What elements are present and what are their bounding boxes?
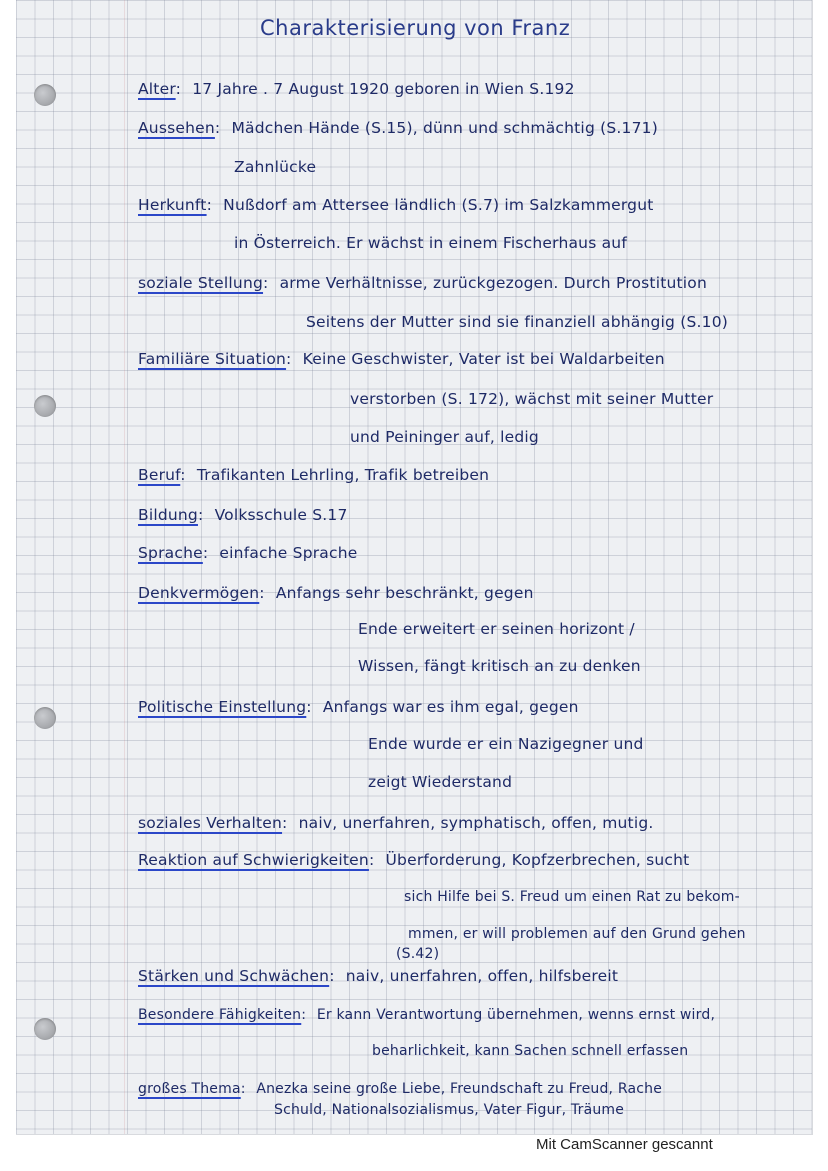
entry-bildung: Bildung: Volksschule S.17 [138, 506, 348, 524]
entry-value: Nußdorf am Attersee ländlich (S.7) im Salzkammergut [223, 196, 654, 214]
entry-grosses-thema: großes Thema: Anezka seine große Liebe, Freundschaft zu Freud, Rache [138, 1081, 663, 1097]
entry-label: Denkvermögen [138, 584, 260, 602]
entry-value: 17 Jahre . 7 August 1920 geboren in Wien S.192 [192, 80, 575, 98]
entry-value: Anfangs war es ihm egal, gegen [322, 698, 579, 716]
entry-value: naiv, unerfahren, offen, hilfsbereit [345, 967, 619, 985]
entry-value: arme Verhältnisse, zurückgezogen. Durch Prostitution [279, 274, 707, 292]
entry-continuation: zeigt Wiederstand [368, 773, 513, 791]
entry-value: einfache Sprache [219, 544, 358, 562]
entry-label: soziale Stellung [138, 274, 264, 292]
punch-hole-icon [34, 1018, 56, 1040]
entry-continuation: Wissen, fängt kritisch an zu denken [358, 657, 641, 675]
entry-continuation: Zahnlücke [234, 158, 317, 176]
entry-staerken-und-schwaechen: Stärken und Schwächen: naiv, unerfahren, offen, hilfsbereit [138, 967, 619, 985]
punch-hole-icon [34, 707, 56, 729]
entry-label: Politische Einstellung [138, 698, 307, 716]
entry-value: naiv, unerfahren, symphatisch, offen, mutig. [298, 814, 654, 832]
entry-value: Überforderung, Kopfzerbrechen, sucht [385, 851, 690, 869]
entry-denkvermoegen: Denkvermögen: Anfangs sehr beschränkt, gegen [138, 584, 534, 602]
entry-soziales-verhalten: soziales Verhalten: naiv, unerfahren, symphatisch, offen, mutig. [138, 814, 654, 832]
notebook-page [16, 0, 813, 1135]
grid-margin-line [124, 0, 125, 1134]
entry-label: Beruf [138, 466, 181, 484]
entry-familiaere-situation: Familiäre Situation: Keine Geschwister, Vater ist bei Waldarbeiten [138, 350, 665, 368]
entry-beruf: Beruf: Trafikanten Lehrling, Trafik betreiben [138, 466, 490, 484]
entry-value: Anezka seine große Liebe, Freundschaft zu Freud, Rache [256, 1081, 663, 1097]
entry-label: Besondere Fähigkeiten [138, 1007, 302, 1023]
punch-hole-icon [34, 395, 56, 417]
entry-herkunft: Herkunft: Nußdorf am Attersee ländlich (S.7) im Salzkammergut [138, 196, 654, 214]
entry-sprache: Sprache: einfache Sprache [138, 544, 358, 562]
entry-value: Trafikanten Lehrling, Trafik betreiben [196, 466, 490, 484]
entry-value: Anfangs sehr beschränkt, gegen [275, 584, 534, 602]
punch-hole-icon [34, 84, 56, 106]
entry-continuation: Ende wurde er ein Nazigegner und [368, 735, 644, 753]
entry-continuation: mmen, er will problemen auf den Grund gehen [408, 926, 746, 942]
entry-continuation: beharlichkeit, kann Sachen schnell erfassen [372, 1043, 689, 1059]
entry-label: Bildung [138, 506, 198, 524]
page-title: Charakterisierung von Franz [260, 16, 571, 40]
entry-label: Familiäre Situation [138, 350, 287, 368]
entry-continuation: Ende erweitert er seinen horizont / [358, 620, 635, 638]
entry-continuation: verstorben (S. 172), wächst mit seiner Mutter [350, 390, 714, 408]
entry-label: Herkunft [138, 196, 207, 214]
entry-label: Stärken und Schwächen [138, 967, 330, 985]
entry-label: Sprache [138, 544, 203, 562]
entry-continuation: und Peininger auf, ledig [350, 428, 539, 446]
entry-label: Aussehen [138, 119, 215, 137]
entry-value: Volksschule S.17 [214, 506, 348, 524]
entry-value: Mädchen Hände (S.15), dünn und schmächtig (S.171) [231, 119, 658, 137]
entry-continuation: sich Hilfe bei S. Freud um einen Rat zu bekom- [404, 889, 740, 905]
scanner-watermark: Mit CamScanner gescannt [536, 1136, 713, 1153]
entry-label: großes Thema [138, 1081, 241, 1097]
entry-besondere-faehigkeiten: Besondere Fähigkeiten: Er kann Verantwortung übernehmen, wenns ernst wird, [138, 1007, 716, 1023]
entry-label: soziales Verhalten [138, 814, 283, 832]
entry-continuation: Seitens der Mutter sind sie finanziell abhängig (S.10) [306, 313, 729, 331]
entry-aussehen: Aussehen: Mädchen Hände (S.15), dünn und schmächtig (S.171) [138, 119, 658, 137]
entry-value: Keine Geschwister, Vater ist bei Waldarbeiten [302, 350, 665, 368]
entry-politische-einstellung: Politische Einstellung: Anfangs war es ihm egal, gegen [138, 698, 579, 716]
entry-label: Reaktion auf Schwierigkeiten [138, 851, 369, 869]
entry-reaktion-auf-schwierigkeiten: Reaktion auf Schwierigkeiten: Überforderung, Kopfzerbrechen, sucht [138, 851, 690, 869]
entry-value: Er kann Verantwortung übernehmen, wenns ernst wird, [316, 1007, 716, 1023]
entry-continuation: in Österreich. Er wächst in einem Fischerhaus auf [234, 234, 627, 252]
entry-continuation: Schuld, Nationalsozialismus, Vater Figur, Träume [274, 1102, 625, 1118]
entry-soziale-stellung: soziale Stellung: arme Verhältnisse, zurückgezogen. Durch Prostitution [138, 274, 707, 292]
entry-continuation: (S.42) [396, 946, 440, 962]
entry-label: Alter [138, 80, 176, 98]
entry-alter: Alter: 17 Jahre . 7 August 1920 geboren in Wien S.192 [138, 80, 575, 98]
